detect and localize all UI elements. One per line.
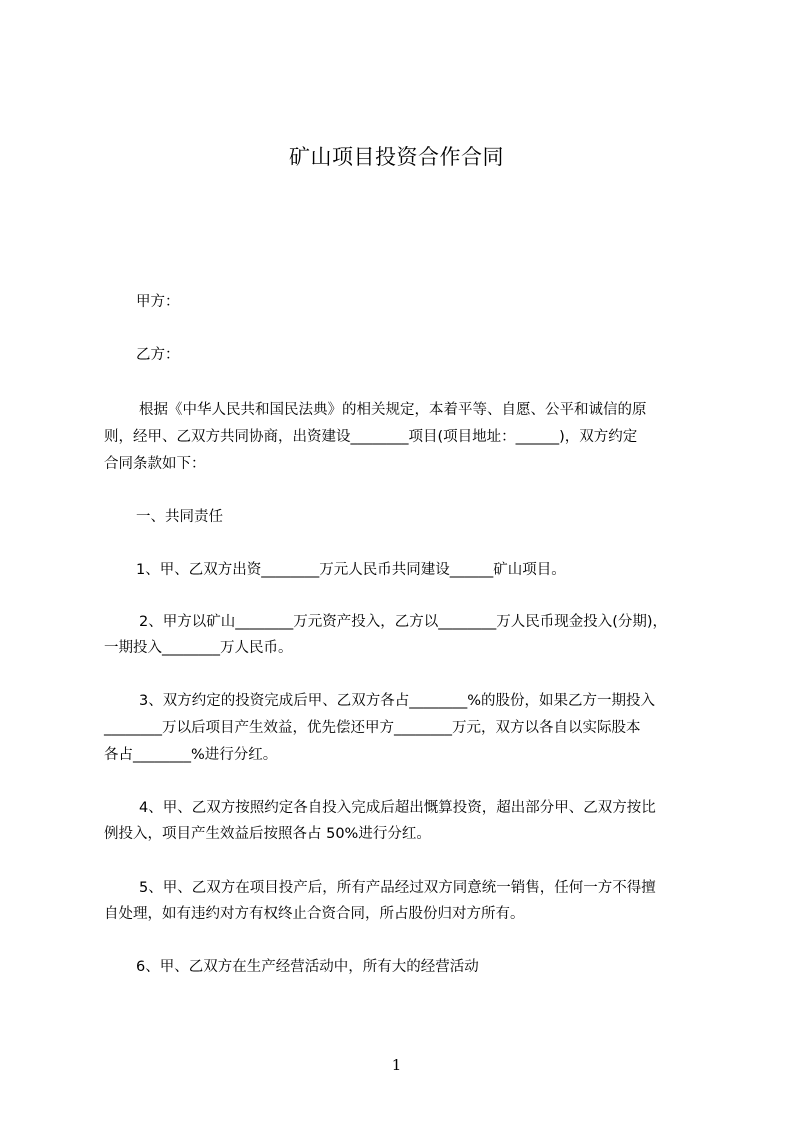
clause-line: 例投入，项目产生效益后按照各占 50%进行分红。	[104, 826, 431, 842]
clause-line: 1、甲、乙双方出资________万元人民币共同建设______矿山项目。	[136, 562, 566, 578]
preamble-line: 合同条款如下：	[104, 456, 206, 472]
preamble-line: 根据《中华人民共和国民法典》的相关规定，本着平等、自愿、公平和诚信的原	[139, 402, 647, 418]
clause-line: 4、甲、乙双方按照约定各自投入完成后超出慨算投资，超出部分甲、乙双方按比	[139, 800, 656, 816]
party-b-label: 乙方：	[136, 347, 180, 363]
clause-line: 一期投入________万人民币。	[104, 640, 293, 656]
document-title: 矿山项目投资合作合同	[289, 145, 504, 169]
preamble-line: 则，经甲、乙双方共同协商，出资建设________项目(项目地址：______)，双方约定	[104, 429, 638, 445]
clause-line: 自处理，如有违约对方有权终止合资合同，所占股份归对方所有。	[104, 906, 525, 922]
clause-line: 各占________%进行分红。	[104, 747, 278, 763]
page-number: 1	[391, 1056, 402, 1074]
clause-line: 3、双方约定的投资完成后甲、乙双方各占________%的股份，如果乙方一期投入	[139, 693, 656, 709]
clause-line: 5、甲、乙双方在项目投产后，所有产品经过双方同意统一销售，任何一方不得擅	[139, 880, 656, 896]
clause-line: 6、甲、乙双方在生产经营活动中，所有大的经营活动	[136, 959, 479, 975]
clause-line: ________万以后项目产生效益，优先偿还甲方________万元，双方以各自以实际股本	[104, 720, 641, 736]
party-a-label: 甲方：	[136, 294, 180, 310]
section-heading: 一、共同责任	[136, 509, 223, 525]
clause-line: 2、甲方以矿山________万元资产投入，乙方以________万人民币现金投入(分期)，	[139, 614, 668, 630]
